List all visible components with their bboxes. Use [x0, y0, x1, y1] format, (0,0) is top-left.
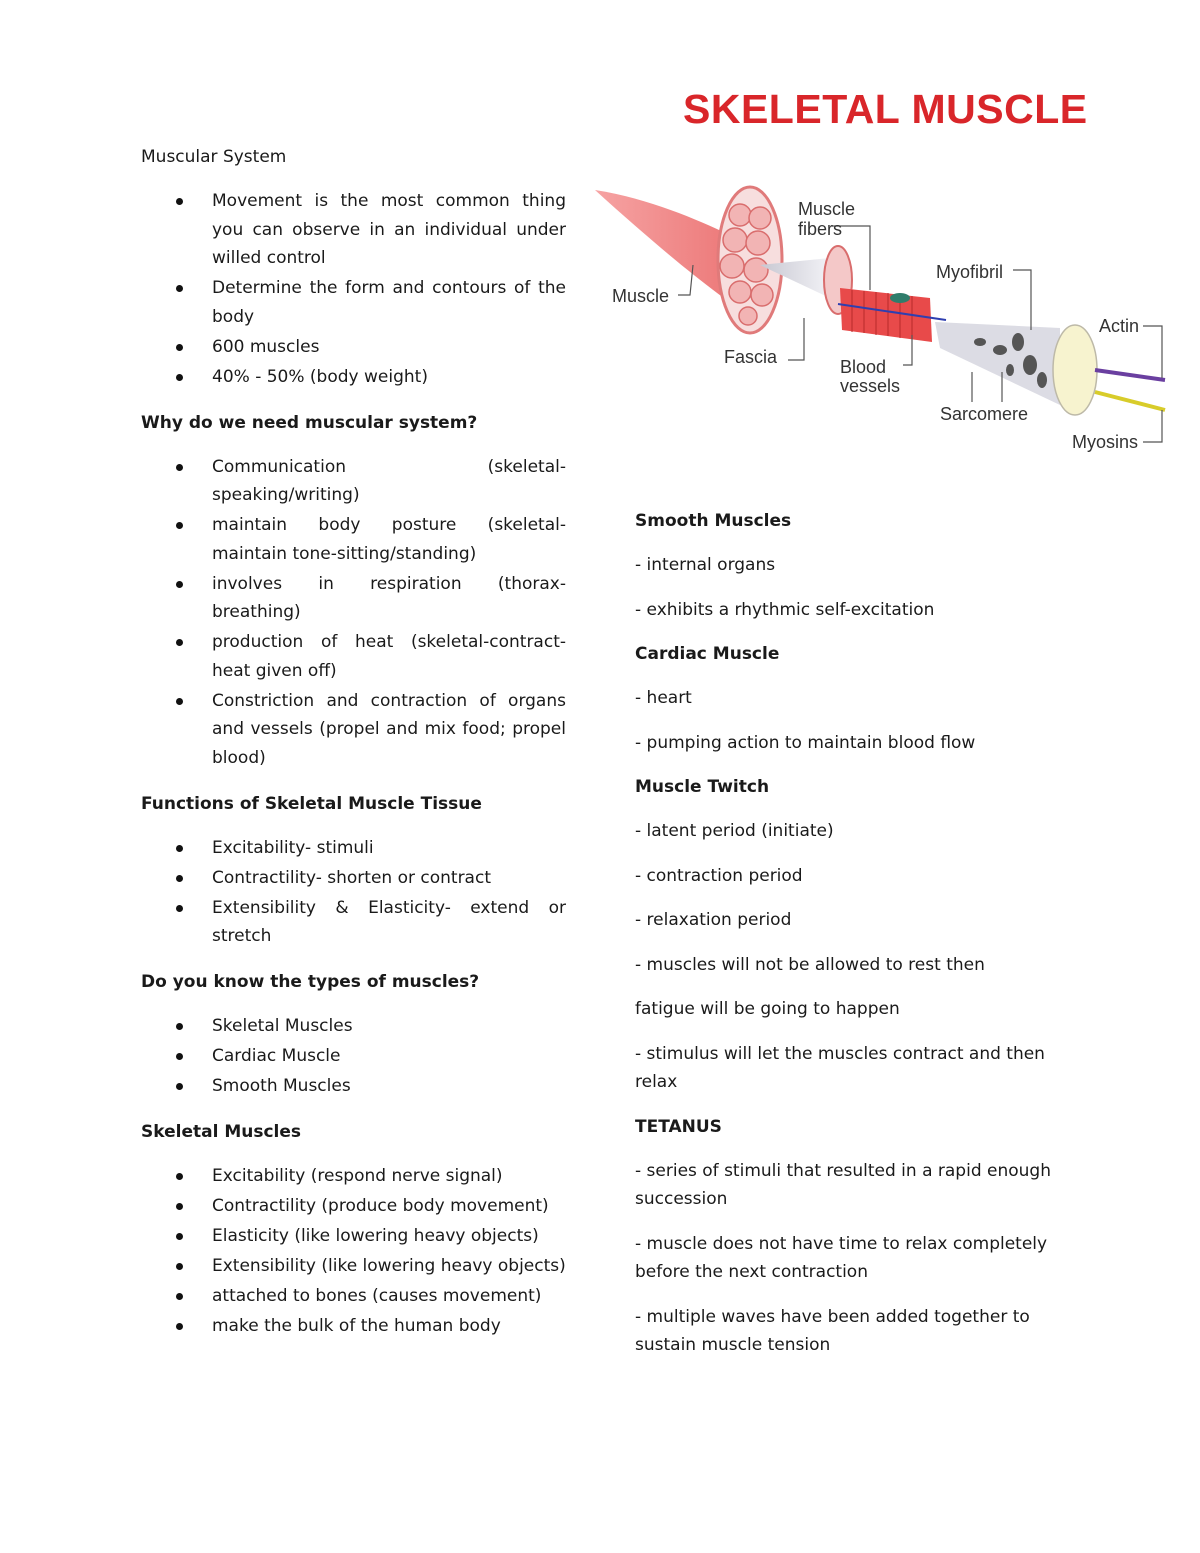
list-item: Contractility (produce body movement)	[141, 1192, 566, 1221]
bullet-icon	[176, 905, 183, 912]
label-myofibril: Myofibril	[936, 262, 1004, 282]
list-item: Contractility- shorten or contract	[141, 864, 566, 893]
tetanus-line: - series of stimuli that resulted in a rapid enough succession	[635, 1160, 1051, 1209]
bullet-icon	[176, 522, 183, 529]
why-heading: Why do we need muscular system?	[141, 412, 478, 433]
bullet-icon	[176, 198, 183, 205]
label-blood-vessels-2: vessels	[840, 376, 901, 396]
label-actin: Actin	[1099, 316, 1140, 336]
label-fascia: Fascia	[724, 347, 778, 367]
list-item: Excitability- stimuli	[141, 834, 566, 863]
left-column	[141, 143, 566, 1342]
list-item: Excitability (respond nerve signal)	[141, 1162, 566, 1191]
cardiac-line: - heart	[635, 688, 692, 708]
list-item: Elasticity (like lowering heavy objects)	[141, 1222, 566, 1251]
tetanus-heading: TETANUS	[635, 1116, 722, 1137]
list-item: Extensibility (like lowering heavy objects)	[141, 1252, 566, 1281]
twitch-line: - muscles will not be allowed to rest then	[635, 954, 985, 975]
myofibril-shape	[935, 322, 1060, 405]
list-item: 40% - 50% (body weight)	[141, 363, 566, 392]
list-item: maintain body posture (skeletal- maintain tone-sitting/standing)	[141, 511, 566, 568]
twitch-line: - latent period (initiate)	[635, 821, 834, 841]
label-muscle-fibers-1: Muscle	[798, 199, 856, 219]
list-item: Skeletal Muscles	[141, 1012, 566, 1041]
intro-title: Muscular System	[141, 147, 287, 167]
bullet-icon	[176, 845, 183, 852]
label-blood-vessels-1: Blood	[840, 357, 887, 377]
bullet-icon	[176, 1203, 183, 1210]
twitch-line: - stimulus will let the muscles contract and then relax	[635, 1043, 1045, 1092]
cardiac-line: - pumping action to maintain blood flow	[635, 732, 976, 753]
bullet-icon	[176, 1023, 183, 1030]
list-item: make the bulk of the human body	[141, 1312, 566, 1341]
myosin-filament	[1095, 392, 1165, 410]
bullet-icon	[176, 285, 183, 292]
bullet-icon	[176, 1263, 183, 1270]
bullet-icon	[176, 1173, 183, 1180]
bullet-icon	[176, 374, 183, 381]
twitch-heading: Muscle Twitch	[635, 777, 770, 797]
bullet-icon	[176, 875, 183, 882]
figure-title: SKELETAL MUSCLE	[683, 86, 1088, 132]
list-item: involves in respiration (thorax- breathing)	[141, 570, 566, 627]
smooth-line: - internal organs	[635, 555, 776, 575]
label-sarcomere: Sarcomere	[940, 404, 1029, 424]
bullet-icon	[176, 1323, 183, 1330]
intro-list	[141, 187, 566, 391]
label-muscle: Muscle	[612, 286, 670, 306]
skeletal-heading: Skeletal Muscles	[141, 1122, 302, 1142]
bullet-icon	[176, 344, 183, 351]
why-list	[141, 453, 566, 773]
tetanus-line: - muscle does not have time to relax completely before the next contraction	[635, 1233, 1048, 1282]
list-item: 600 muscles	[141, 333, 566, 362]
list-item: Smooth Muscles	[141, 1072, 566, 1101]
muscle-diagram	[590, 80, 1180, 460]
blood-vessel-dot	[890, 293, 910, 303]
tetanus-line: - multiple waves have been added together to sustain muscle tension	[635, 1306, 1030, 1355]
skeletal-muscle-figure	[590, 80, 1180, 460]
types-heading: Do you know the types of muscles?	[141, 972, 480, 992]
label-muscle-fibers-2: fibers	[798, 219, 843, 239]
label-myosins: Myosins	[1072, 432, 1139, 452]
twitch-line: fatigue will be going to happen	[635, 999, 900, 1019]
right-column	[635, 507, 1060, 1376]
list-item: attached to bones (causes movement)	[141, 1282, 566, 1311]
functions-list	[141, 834, 566, 951]
bullet-icon	[176, 639, 183, 646]
cardiac-heading: Cardiac Muscle	[635, 644, 780, 664]
list-item: Movement is the most common thing you can observe in an individual under willed control	[141, 187, 566, 273]
list-item: Cardiac Muscle	[141, 1042, 566, 1071]
bullet-icon	[176, 698, 183, 705]
twitch-line: - relaxation period	[635, 910, 792, 930]
myofibril-end	[1053, 325, 1097, 415]
bullet-icon	[176, 1233, 183, 1240]
skeletal-list	[141, 1162, 566, 1341]
list-item: Extensibility & Elasticity- extend or stretch	[141, 894, 566, 951]
bullet-icon	[176, 464, 183, 471]
list-item: Constriction and contraction of organs and vessels (propel and mix food; propel blood)	[141, 687, 566, 773]
bullet-icon	[176, 1293, 183, 1300]
list-item: Communication (skeletal- speaking/writing)	[141, 453, 566, 510]
bullet-icon	[176, 1053, 183, 1060]
list-item: Determine the form and contours of the body	[141, 274, 566, 331]
list-item: production of heat (skeletal-contract- heat given off)	[141, 628, 566, 685]
functions-heading: Functions of Skeletal Muscle Tissue	[141, 793, 482, 814]
types-list	[141, 1012, 566, 1101]
actin-filament	[1095, 370, 1165, 380]
twitch-line: - contraction period	[635, 865, 803, 886]
bullet-icon	[176, 1083, 183, 1090]
smooth-line: - exhibits a rhythmic self-excitation	[635, 599, 935, 620]
smooth-heading: Smooth Muscles	[635, 511, 792, 531]
bullet-icon	[176, 581, 183, 588]
